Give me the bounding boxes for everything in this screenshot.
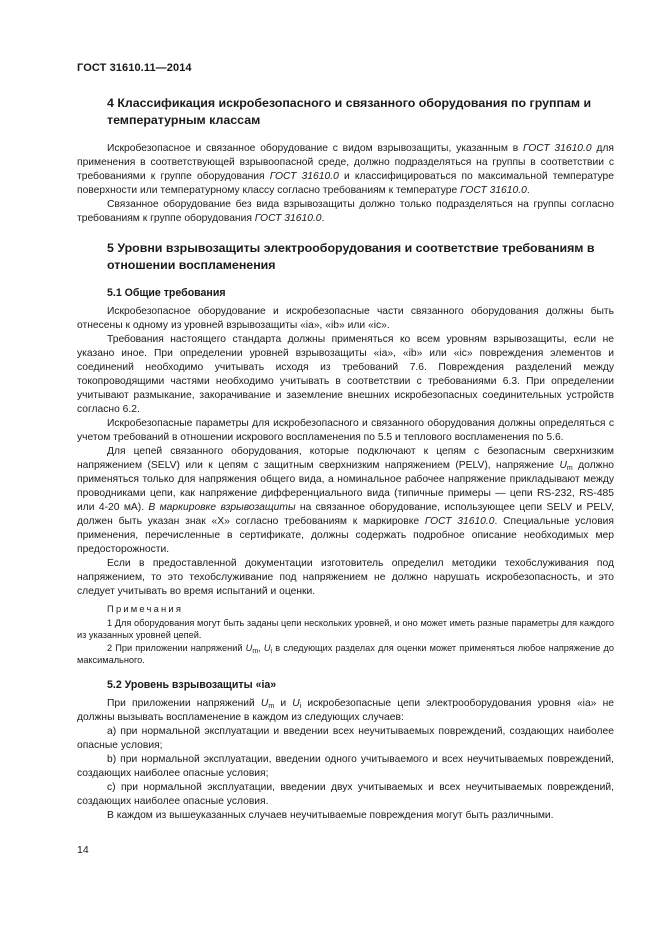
subsection-5-2-paragraph-1: При приложении напряжений $U_m$ и $U_i$ искробезопасные цепи электрооборудования уровня «ia» не должны вызывать воспламенение в каждом из следующих случаев: — [77, 697, 614, 723]
subsection-5-1-paragraph-3: Искробезопасные параметры для искробезопасного и связанного оборудования должны определяться с учетом требований в отношении искрового воспламенения по 5.5 и теплового воспламенения по 5.6. — [77, 418, 614, 443]
subsection-5-2-title: 5.2 Уровень взрывозащиты «ia» — [107, 678, 277, 691]
section-4-title: 4 Классификация искробезопасного и связанного оборудования по группам и температурным классам — [107, 96, 592, 127]
notes-block — [77, 617, 614, 667]
notes-title: Примечания — [107, 603, 184, 614]
section-5-title: 5 Уровни взрывозащиты электрооборудования и соответствие требованиям в отношении воспламенения — [107, 241, 595, 272]
subsection-5-2-last-paragraph: В каждом из вышеуказанных случаев неучитываемые повреждения могут быть различными. — [107, 809, 554, 821]
document-header: ГОСТ 31610.11—2014 — [77, 62, 192, 74]
note-2: 2 При приложении напряжений $U_m$, $U_i$ в следующих разделах для оценки может применяться любое напряжение до максимального. — [77, 642, 614, 665]
page-content — [77, 95, 614, 823]
subsection-5-1-paragraph-5: Если в предоставленной документации изготовитель определил методики техобслуживания под напряжением, то это техобслуживание под напряжением не должно нарушать искробезопасность, и это следует учитывать во время испытаний и оценки. — [77, 558, 614, 597]
note-1: 1 Для оборудования могут быть заданы цепи нескольких уровней, и оно может иметь разные параметры для каждого из указанных уровней цепей. — [77, 617, 614, 640]
subsection-5-1-title: 5.1 Общие требования — [107, 287, 226, 299]
list-item-c: c) при нормальной эксплуатации, введении двух учитываемых и всех неучитываемых повреждений, создающих наиболее опасные условия. — [77, 781, 614, 807]
list-item-a: а) при нормальной эксплуатации и введении всех неучитываемых повреждений, создающих наиболее опасные условия; — [77, 725, 614, 751]
page-number: 14 — [77, 844, 89, 856]
list-item-b: b) при нормальной эксплуатации, введении одного учитываемого и всех неучитываемых повреждений, создающих наиболее опасные условия; — [77, 753, 614, 779]
subsection-5-1-paragraph-4: Для цепей связанного оборудования, которые подключают к цепям с безопасным сверхнизким напряжением (SELV) или к цепям с защитным сверхнизким напряжением (PELV), напряжение $U_m$ должно применяться только для напряжения общего вида, а номинальное рабочее напряжение прикладывают между проводниками цепи, как напряжение дифференциального вида (типичные примеры — цепи RS-232, RS-485 или 4-20 мА). В маркировке взрывозащиты на связанное оборудование, использующее цепи SELV и PELV, должен быть указан знак «X» согласно требованиям к маркировке ГОСТ 31610.0. Специальные условия применения, перечисленные в сертификате, должны содержать подробное описание необходимых мер предосторожности. — [77, 446, 615, 555]
subsection-5-1-paragraph-1: Искробезопасное оборудование и искробезопасные части связанного оборудования должны быть отнесены к одному из уровней взрывозащиты «ia», «ib» или «ic». — [77, 306, 614, 331]
subsection-5-1-paragraph-2: Требования настоящего стандарта должны применяться ко всем уровням взрывозащиты, если не указано иное. При определении уровней взрывозащиты «ia», «ib» или «ic» повреждения элементов и соединений необходимо учитывать исходя из требований 7.6. Повреждения разделений между токопроводящими частями необходимо учитывать в соответствии с требованиями 6.3. При определении учитывают размыкание, закорачивание и заземление внешних искробезопасных соединительных устройств согласно 6.2. — [77, 334, 614, 415]
section-4-paragraph-2: Связанное оборудование без вида взрывозащиты должно только подразделяться на группы согласно требованиям к группе оборудования ГОСТ 31610.0. — [77, 199, 614, 224]
section-4-paragraph-1: Искробезопасное и связанное оборудование с видом взрывозащиты, указанным в ГОСТ 31610.0 для применения в соответствующей взрывоопасной среде, должно подразделяться на группы в соответствии с требованиями к группе оборудования ГОСТ 31610.0 и классифицироваться по максимальной температуре поверхности или температурному классу согласно требованиям к температуре ГОСТ 31610.0. — [77, 143, 615, 196]
